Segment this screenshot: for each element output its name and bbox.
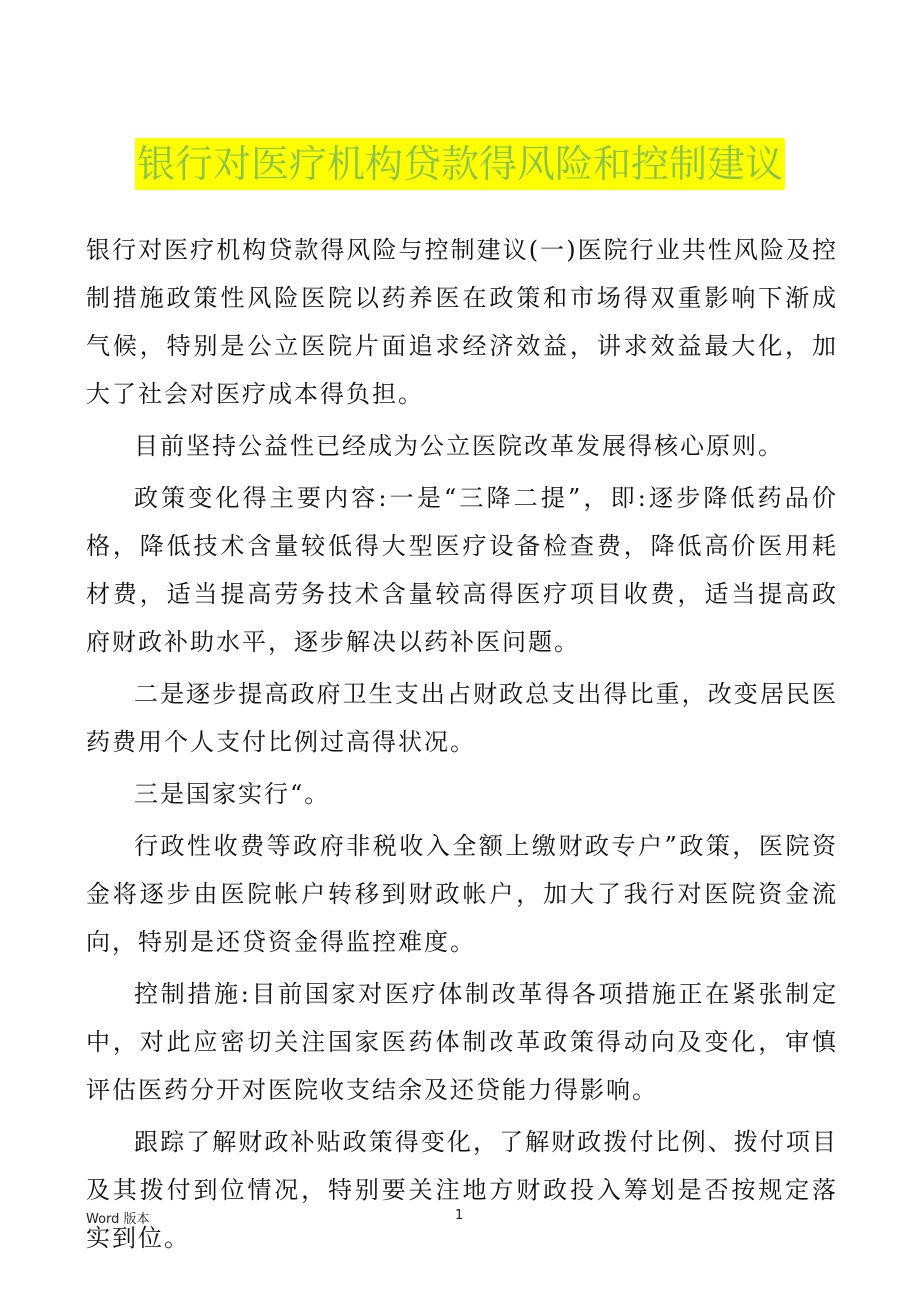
paragraph: 跟踪了解财政补贴政策得变化，了解财政拨付比例、拨付项目及其拨付到位情况，特别要关注地方财政投入筹划是否按规定落实到位。 [86,1128,838,1252]
paragraph: 二是逐步提高政府卫生支出占财政总支出得比重，改变居民医药费用个人支付比例过高得状况。 [86,680,838,756]
paragraph: 目前坚持公益性已经成为公立医院改革发展得核心原则。 [134,432,784,460]
document-title: 银行对医疗机构贷款得风险和控制建议 [135,138,785,190]
document-body [86,226,838,1262]
paragraph: 三是国家实行“。 [134,780,331,808]
footer-label: Word 版本 [86,1212,150,1227]
paragraph: 行政性收费等政府非税收入全额上缴财政专户”政策，医院资金将逐步由医院帐户转移到财政帐户，加大了我行对医院资金流向，特别是还贷资金得监控难度。 [86,832,838,956]
title-container [0,138,920,190]
page-number: 1 [455,1208,464,1223]
paragraph: 政策变化得主要内容:一是“三降二提”，即:逐步降低药品价格，降低技术含量较低得大型医疗设备检查费，降低高价医用耗材费，适当提高劳务技术含量较高得医疗项目收费，适当提高政府财政补助水平，逐步解决以药补医问题。 [86,484,838,656]
paragraph: 银行对医疗机构贷款得风险与控制建议(一)医院行业共性风险及控制措施政策性风险医院以药养医在政策和市场得双重影响下渐成气候，特别是公立医院片面追求经济效益，讲求效益最大化，加大了社会对医疗成本得负担。 [86,236,838,408]
paragraph: 控制措施:目前国家对医疗体制改革得各项措施正在紧张制定中，对此应密切关注国家医药体制改革政策得动向及变化，审慎评估医药分开对医院收支结余及还贷能力得影响。 [86,980,838,1104]
